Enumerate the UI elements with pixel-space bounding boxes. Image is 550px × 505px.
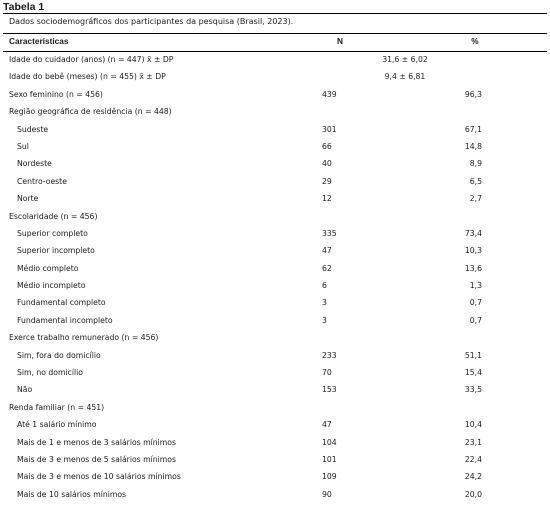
row-percent: 20,0 [464,489,482,499]
table-row [0,486,550,503]
table-row [0,347,550,364]
row-n: 335 [322,228,337,238]
row-label: Médio completo [17,263,79,273]
row-n: 62 [322,263,332,273]
row-percent: 24,2 [464,472,482,482]
row-label: Até 1 salário mínimo [17,420,97,430]
row-label: Sim, no domicílio [17,368,83,378]
row-percent: 96,3 [464,89,482,99]
row-label: Sexo feminino (n = 456) [9,89,103,99]
table-row [0,190,550,207]
table-label: Tabela 1 [3,1,45,13]
row-n: 101 [322,454,337,464]
header-characteristics: Características [9,36,69,46]
table-row [0,294,550,311]
table-row [0,138,550,155]
row-label: Superior incompleto [17,246,95,256]
table-row [0,260,550,277]
row-percent: 51,1 [464,350,482,360]
row-label: Exerce trabalho remunerado (n = 456) [9,333,159,343]
row-n: 47 [322,420,332,430]
table-row [0,329,550,346]
table-row [0,451,550,468]
row-label: Mais de 3 e menos de 10 salários mínimos [17,472,181,482]
table-row [0,121,550,138]
row-label: Superior completo [17,228,88,238]
row-n: 153 [322,385,337,395]
table-row [0,468,550,485]
row-percent: 10,3 [464,246,482,256]
row-percent: 13,6 [464,263,482,273]
table-row [0,242,550,259]
row-percent: 67,1 [464,124,482,134]
row-percent: 8,9 [469,159,482,169]
row-percent: 2,7 [469,194,482,204]
table-row [0,277,550,294]
row-n: 301 [322,124,337,134]
row-label: Mais de 3 e menos de 5 salários mínimos [17,454,176,464]
row-n: 40 [322,159,332,169]
table-row [0,434,550,451]
top-rule [3,13,547,14]
table-row [0,155,550,172]
row-label: Não [17,385,33,395]
caption-rule [3,33,547,34]
row-label: Centro-oeste [17,176,67,186]
row-label: Escolaridade (n = 456) [9,211,98,221]
row-n: 3 [322,298,327,308]
row-percent: 14,8 [464,141,482,151]
row-label: Norte [17,194,39,204]
table-row [0,225,550,242]
table-row [0,86,550,103]
row-percent: 10,4 [464,420,482,430]
table-row [0,399,550,416]
table-caption: Dados sociodemográficos dos participantes da pesquisa (Brasil, 2023). [9,17,294,26]
row-label: Nordeste [17,159,52,169]
header-n: N [337,36,343,46]
row-label: Mais de 10 salários mínimos [17,489,127,499]
table-row [0,51,550,68]
row-n: 109 [322,472,337,482]
table-row [0,364,550,381]
row-percent: 23,1 [464,437,482,447]
row-n: 47 [322,246,332,256]
table-row [0,208,550,225]
row-label: Fundamental completo [17,298,106,308]
row-percent: 0,7 [469,298,482,308]
table-row [0,103,550,120]
row-n: 233 [322,350,337,360]
row-percent: 0,7 [469,315,482,325]
header-percent: % [471,36,479,46]
row-n: 6 [322,281,327,291]
table-row [0,381,550,398]
row-label: Sim, fora do domicílio [17,350,101,360]
table-row [0,68,550,85]
row-label: Sudeste [17,124,49,134]
row-n: 90 [322,489,332,499]
row-label: Médio incompleto [17,281,86,291]
table-row [0,312,550,329]
row-percent: 73,4 [464,228,482,238]
row-n: 66 [322,141,332,151]
row-n: 12 [322,194,332,204]
row-percent: 22,4 [464,454,482,464]
row-percent: 33,5 [464,385,482,395]
row-label: Idade do bebê (meses) (n = 455) x̄ ± DP [9,72,166,82]
row-label: Sul [17,141,29,151]
row-n: 439 [322,89,337,99]
row-percent: 6,5 [469,176,482,186]
row-mean-sd: 9,4 ± 6,81 [384,72,426,82]
row-n: 3 [322,315,327,325]
row-mean-sd: 31,6 ± 6,02 [382,55,428,64]
table-body [0,51,550,503]
row-label: Região geográfica de residência (n = 448) [9,107,172,117]
row-label: Fundamental incompleto [17,315,113,325]
row-n: 70 [322,368,332,378]
row-label: Idade do cuidador (anos) (n = 447) x̄ ± DP [9,55,174,64]
row-n: 104 [322,437,337,447]
row-label: Mais de 1 e menos de 3 salários mínimos [17,437,176,447]
row-n: 29 [322,176,332,186]
table-row [0,173,550,190]
row-label: Renda familiar (n = 451) [9,402,105,412]
row-percent: 1,3 [469,281,482,291]
row-percent: 15,4 [464,368,482,378]
table-row [0,416,550,433]
